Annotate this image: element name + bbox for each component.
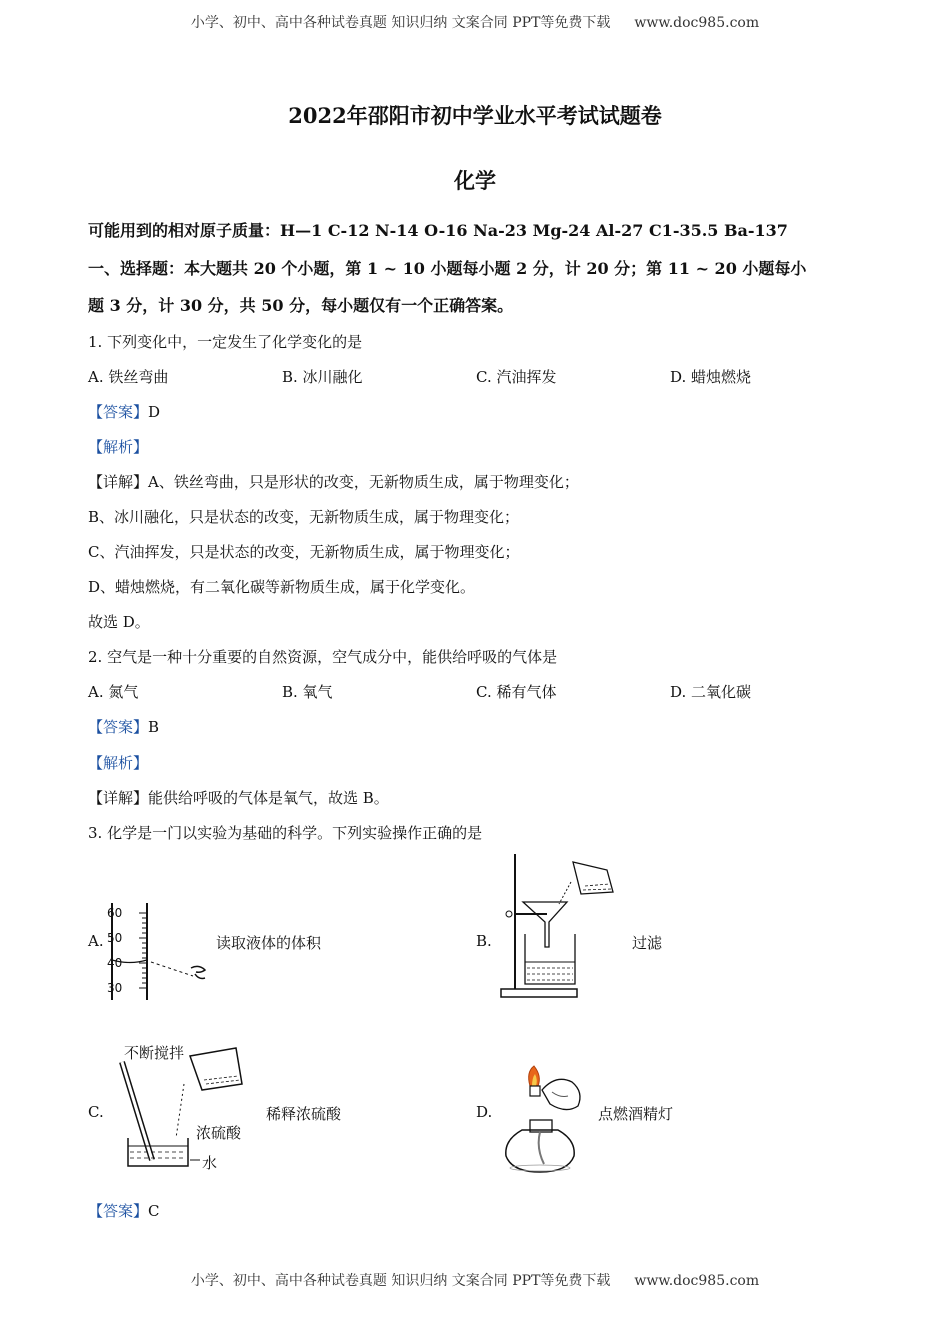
q3-option-b-letter: B. [476,932,492,950]
q2-stem: 2. 空气是一种十分重要的自然资源，空气成分中，能供给呼吸的气体是 [88,648,558,666]
q2-detail [88,787,389,808]
q2-answer [88,716,159,737]
stir-label: 不断搅拌 [124,1044,185,1062]
footer-text: 小学、初中、高中各种试卷真题 知识归纳 文案合同 PPT等免费下载 [190,1273,611,1289]
q2-option-b: B. 氧气 [282,683,333,701]
q3-option-a-letter: A. [88,932,104,950]
water-label: 水 [202,1154,218,1172]
q1-detail-2: C、汽油挥发，只是状态的改变，无新物质生成，属于物理变化； [88,543,520,561]
atomic-masses: 可能用到的相对原子质量：H—1 C-12 N-14 O-16 Na-23 Mg-24 Al-27 C1-35.5 Ba-137 [88,221,788,240]
q1-option-a: A. 铁丝弯曲 [88,368,169,386]
q1-stem: 1. 下列变化中，一定发生了化学变化的是 [88,333,363,351]
q2-analysis-tag: 【解析】 [88,754,149,772]
q3-option-b-caption: 过滤 [632,934,663,952]
detail-text: 能供给呼吸的气体是氧气，故选 B。 [148,789,389,807]
q3-option-d-caption: 点燃酒精灯 [598,1105,674,1123]
q3-option-c-letter: C. [88,1103,104,1121]
section-line-1: 一、选择题：本大题共 20 个小题，第 1 ~ 10 小题每小题 2 分，计 20 分；第 11 ~ 20 小题每小 [88,259,807,278]
detail-tag: 【详解】 [88,473,149,491]
alcohol-lamp-figure [492,1064,592,1176]
detail-text: A、铁丝弯曲，只是形状的改变，无新物质生成，属于物理变化； [148,473,579,491]
answer-value: B [148,718,160,736]
tick-label-50: 50 [107,931,123,945]
answer-tag: 【答案】 [88,718,149,736]
detail-tag: 【详解】 [88,789,149,807]
page-footer [0,1270,950,1290]
q1-detail-3: D、蜡烛燃烧，有二氧化碳等新物质生成，属于化学变化。 [88,578,476,596]
page-header [0,12,950,32]
header-url[interactable]: www.doc985.com [634,15,760,31]
footer-url[interactable]: www.doc985.com [634,1273,760,1289]
q2-option-a: A. 氮气 [88,683,139,701]
q3-stem: 3. 化学是一门以实验为基础的科学。下列实验操作正确的是 [88,824,483,842]
q2-option-c: C. 稀有气体 [476,683,557,701]
subject-title: 化学 [454,168,496,193]
section-line-2: 题 3 分，计 30 分，共 50 分，每小题仅有一个正确答案。 [88,296,514,315]
q2-option-d: D. 二氧化碳 [670,683,752,701]
q1-detail-1: B、冰川融化，只是状态的改变，无新物质生成，属于物理变化； [88,508,520,526]
tick-label-60: 60 [107,906,123,920]
header-text: 小学、初中、高中各种试卷真题 知识归纳 文案合同 PPT等免费下载 [190,15,611,31]
q3-option-d-letter: D. [476,1103,493,1121]
tick-label-40: 40 [107,956,123,970]
q1-analysis-tag: 【解析】 [88,438,149,456]
q1-detail-0 [88,471,579,492]
q3-option-c-caption: 稀释浓硫酸 [266,1105,342,1123]
filtration-figure [495,852,625,1002]
acid-label: 浓硫酸 [196,1124,242,1142]
q3-option-a-caption: 读取液体的体积 [216,934,322,952]
q1-answer [88,401,160,422]
q1-option-c: C. 汽油挥发 [476,368,557,386]
tick-label-30: 30 [107,981,123,995]
q1-detail-4: 故选 D。 [88,613,150,631]
q1-option-d: D. 蜡烛燃烧 [670,368,752,386]
q1-option-b: B. 冰川融化 [282,368,363,386]
answer-tag: 【答案】 [88,403,149,421]
q3-answer [88,1200,160,1221]
answer-tag: 【答案】 [88,1202,149,1220]
exam-title: 2022年邵阳市初中学业水平考试试题卷 [288,103,662,128]
answer-value: D [148,403,161,421]
answer-value: C [148,1202,160,1220]
